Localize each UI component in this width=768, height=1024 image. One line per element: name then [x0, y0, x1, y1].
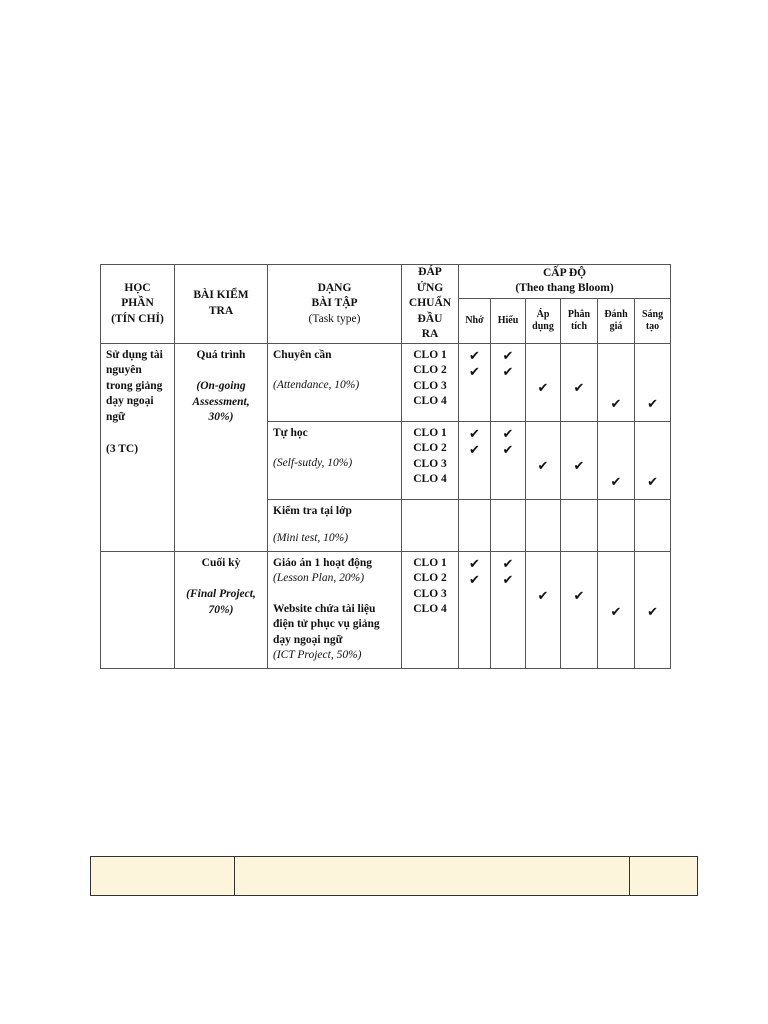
text-line: dạy ngoại ngữ	[273, 633, 343, 646]
bloom-level-label: dụng	[532, 320, 554, 332]
text-line: RA	[421, 328, 439, 340]
empty-slot	[561, 426, 597, 442]
bloom-level-header	[598, 298, 635, 343]
bloom-level-header	[459, 298, 491, 343]
course-cell	[101, 343, 175, 551]
empty-slot	[561, 474, 597, 490]
text-line: CLO 4	[413, 395, 447, 407]
empty-slot	[635, 588, 670, 604]
empty-slot	[526, 442, 560, 458]
row-final-title1: Giáo án 1 hoạt động	[273, 556, 373, 569]
bloom-check-cell	[526, 421, 561, 499]
bloom-level-header	[635, 298, 671, 343]
row-self-study-clo	[402, 421, 459, 499]
bloom-check-cell	[459, 421, 491, 499]
empty-slot	[526, 396, 560, 412]
check-icon: ✔	[537, 379, 549, 395]
empty-slot	[635, 572, 670, 588]
empty-slot	[598, 348, 634, 364]
empty-slot	[635, 426, 670, 442]
check-icon: ✔	[469, 363, 480, 379]
empty-slot	[635, 380, 670, 396]
bloom-check-cell	[561, 421, 598, 499]
empty-slot	[491, 588, 525, 604]
group-final-label: Cuối kỳ	[201, 556, 241, 569]
text-line: CLO 1	[413, 426, 447, 439]
check-icon: ✔	[573, 457, 585, 473]
bloom-check-cell	[598, 551, 635, 668]
check-icon: ✔	[469, 555, 480, 571]
text-line: Assessment,	[192, 395, 250, 408]
empty-slot	[526, 556, 560, 572]
text-line: BÀI TẬP	[311, 297, 358, 309]
bloom-check-cell	[459, 551, 491, 668]
header-assessment	[175, 265, 268, 344]
check-icon: ✔	[469, 347, 480, 363]
empty-slot	[491, 380, 525, 396]
text-line: (On-going	[196, 380, 246, 392]
check-icon: ✔	[647, 603, 658, 619]
check-icon: ✔	[537, 457, 549, 473]
check-icon: ✔	[502, 347, 514, 363]
empty-slot	[598, 588, 634, 604]
empty-slot	[598, 572, 634, 588]
bloom-level-header	[526, 298, 561, 343]
empty-slot	[598, 458, 634, 474]
text-line: ỨNG	[416, 281, 444, 294]
text-line: (Theo thang Bloom)	[515, 282, 614, 295]
check-icon: ✔	[573, 379, 585, 395]
group-process-label: Quá trình	[196, 348, 246, 361]
header-task-sub: (Task type)	[308, 312, 361, 325]
header-bloom-level	[459, 265, 671, 299]
bloom-check-cell	[491, 421, 526, 499]
row-attendance-title: Chuyên cần	[273, 348, 332, 361]
bloom-check-cell	[561, 343, 598, 421]
empty-slot	[491, 604, 525, 620]
empty-slot	[526, 426, 560, 442]
check-icon: ✔	[502, 441, 514, 457]
text-line: (TÍN CHỈ)	[111, 312, 164, 325]
text-line: BÀI KIỂM	[193, 289, 249, 302]
row-mini-test-title: Kiểm tra tại lớp	[273, 504, 352, 517]
header-course	[101, 265, 175, 344]
bloom-level-label: Nhớ	[465, 314, 484, 326]
empty-slot	[459, 380, 490, 396]
bloom-check-cell	[561, 551, 598, 668]
row-final-clo	[402, 551, 459, 668]
bloom-check-cell	[526, 343, 561, 421]
empty-slot	[635, 364, 670, 380]
empty-slot	[459, 474, 490, 490]
empty-slot	[598, 364, 634, 380]
text-line: CLO 4	[413, 473, 447, 485]
text-line: CLO 2	[413, 364, 447, 376]
text-line: 70%)	[208, 603, 234, 616]
check-icon: ✔	[537, 587, 549, 603]
row-mini-test-clo	[402, 499, 459, 551]
empty-slot	[459, 458, 490, 474]
empty-slot	[459, 588, 490, 604]
row-mini-test	[268, 499, 402, 551]
empty-slot	[491, 458, 525, 474]
empty-slot	[459, 396, 490, 412]
check-icon: ✔	[647, 395, 658, 411]
footer-cell-right	[630, 857, 698, 896]
bloom-level-label: Hiểu	[497, 314, 519, 326]
check-icon: ✔	[502, 555, 514, 571]
empty-slot	[561, 604, 597, 620]
text-line: DẠNG	[317, 281, 352, 294]
empty-slot	[598, 426, 634, 442]
empty-slot	[635, 348, 670, 364]
check-icon: ✔	[469, 425, 480, 441]
empty-slot	[598, 442, 634, 458]
row-attendance-clo	[402, 343, 459, 421]
text-line: Sử dụng tài	[106, 348, 163, 361]
text-line: CLO 3	[413, 379, 447, 392]
footer-cell-middle	[235, 857, 630, 896]
assessment-table	[100, 264, 671, 669]
bloom-level-header	[561, 298, 598, 343]
text-line: ngữ	[106, 410, 126, 423]
bloom-check-cell	[491, 343, 526, 421]
empty-slot	[561, 348, 597, 364]
text-line: nguyên	[106, 364, 142, 376]
text-line: CLO 2	[413, 572, 447, 584]
check-icon: ✔	[502, 425, 514, 441]
text-line: CẤP ĐỘ	[542, 266, 587, 279]
row-final-sub2: (ICT Project, 50%)	[273, 649, 362, 661]
check-icon: ✔	[610, 603, 622, 619]
bloom-check-cell	[526, 551, 561, 668]
bloom-level-label: Phân	[567, 308, 591, 320]
empty-slot	[561, 442, 597, 458]
text-line: 30%)	[208, 411, 234, 423]
text-line: TRA	[208, 304, 234, 317]
text-line: trong giảng	[106, 379, 163, 392]
row-mini-test-sub: (Mini test, 10%)	[273, 532, 349, 544]
text-line: (Final Project,	[186, 588, 256, 600]
row-attendance	[268, 343, 402, 421]
row-final	[268, 551, 402, 668]
empty-slot	[635, 458, 670, 474]
empty-slot	[491, 474, 525, 490]
bloom-level-label: tích	[570, 320, 588, 332]
check-icon: ✔	[610, 395, 622, 411]
empty-slot	[635, 556, 670, 572]
empty-slot	[598, 380, 634, 396]
row-self-study	[268, 421, 402, 499]
empty-slot	[526, 348, 560, 364]
text-line: HỌC	[124, 281, 151, 294]
bloom-level-label: Đánh	[604, 308, 628, 320]
course-cell-continued	[101, 551, 175, 668]
row-self-study-sub: (Self-sutdy, 10%)	[273, 457, 353, 469]
empty-slot	[561, 364, 597, 380]
text-line: CHUẨN	[408, 297, 452, 309]
bloom-level-label: giá	[609, 320, 623, 332]
footer-cell-left	[91, 857, 235, 896]
text-line: CLO 1	[413, 556, 447, 569]
row-final-sub1: (Lesson Plan, 20%)	[273, 572, 365, 584]
footer-table	[90, 856, 698, 896]
check-icon: ✔	[502, 363, 514, 379]
empty-slot	[598, 556, 634, 572]
course-credits: (3 TC)	[106, 443, 139, 455]
empty-slot	[526, 364, 560, 380]
text-line: ĐÁP	[418, 266, 442, 278]
bloom-level-label: Áp	[536, 308, 550, 320]
check-icon: ✔	[573, 587, 585, 603]
empty-slot	[526, 474, 560, 490]
check-icon: ✔	[502, 571, 514, 587]
bloom-check-cell	[598, 421, 635, 499]
text-line: Website chứa tài liệu	[273, 602, 376, 615]
bloom-check-cell	[459, 343, 491, 421]
text-line: CLO 4	[413, 603, 447, 615]
check-icon: ✔	[647, 473, 658, 489]
empty-slot	[561, 556, 597, 572]
bloom-check-cell	[598, 343, 635, 421]
check-icon: ✔	[610, 473, 622, 489]
text-line: điện tử phục vụ giảng	[273, 618, 380, 630]
header-task-type	[268, 265, 402, 344]
bloom-level-label: Sáng	[641, 308, 664, 320]
header-clo	[402, 265, 459, 344]
empty-slot	[561, 572, 597, 588]
empty-slot	[459, 604, 490, 620]
text-line: CLO 3	[413, 457, 447, 470]
text-line: PHẦN	[121, 297, 154, 309]
bloom-level-header	[491, 298, 526, 343]
empty-slot	[635, 442, 670, 458]
check-icon: ✔	[469, 571, 480, 587]
text-line: CLO 2	[413, 442, 447, 454]
empty-slot	[561, 396, 597, 412]
empty-slot	[491, 396, 525, 412]
text-line: dạy ngoại	[106, 395, 154, 407]
bloom-check-cell	[635, 343, 671, 421]
group-final	[175, 551, 268, 668]
empty-slot	[526, 572, 560, 588]
text-line: CLO 1	[413, 348, 447, 361]
row-self-study-title: Tự học	[273, 426, 308, 439]
row-attendance-sub: (Attendance, 10%)	[273, 379, 360, 391]
bloom-check-cell	[491, 551, 526, 668]
check-icon: ✔	[469, 441, 480, 457]
text-line: CLO 3	[413, 587, 447, 600]
text-line: ĐẦU	[417, 312, 443, 325]
group-process	[175, 343, 268, 551]
bloom-check-cell	[635, 551, 671, 668]
bloom-check-cell	[635, 421, 671, 499]
empty-slot	[526, 604, 560, 620]
bloom-level-label: tạo	[645, 320, 660, 332]
